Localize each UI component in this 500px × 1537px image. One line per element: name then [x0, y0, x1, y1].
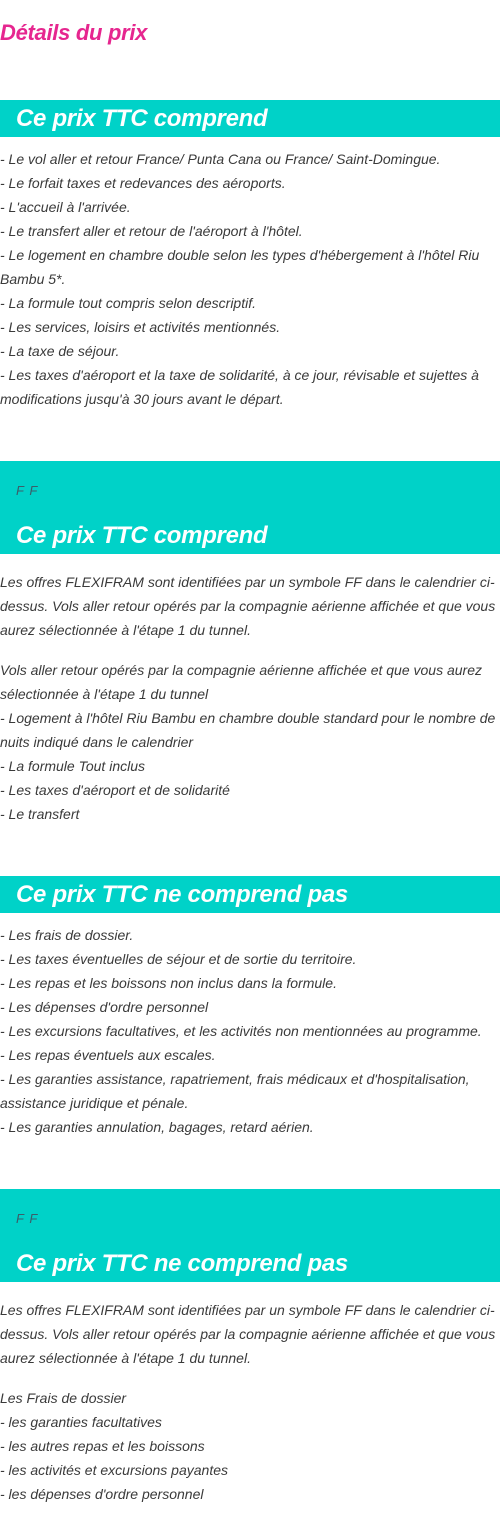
list-item: - Le forfait taxes et redevances des aéroports.: [0, 175, 286, 191]
list-item: - les autres repas et les boissons: [0, 1438, 205, 1454]
list-item: - Le transfert: [0, 806, 80, 822]
list-item: - Les taxes d'aéroport et de solidarité: [0, 782, 230, 798]
list-item: - Les taxes éventuelles de séjour et de sortie du territoire.: [0, 951, 357, 967]
list-item: - L'accueil à l'arrivée.: [0, 199, 131, 215]
section-header-ff-not-included: [0, 1189, 500, 1282]
list-item: Vols aller retour opérés par la compagnie aérienne affichée et que vous aurez sélectionnée à l'étape 1 du tunnel: [0, 662, 482, 702]
list-item: Les Frais de dossier: [0, 1390, 127, 1406]
section-heading: Ce prix TTC comprend: [16, 105, 268, 132]
list-item: - La formule Tout inclus: [0, 758, 145, 774]
section-header-included: [0, 100, 500, 137]
list-item: - Les frais de dossier.: [0, 927, 134, 943]
list-item: - Les dépenses d'ordre personnel: [0, 999, 209, 1015]
list-item: - Les taxes d'aéroport et la taxe de solidarité, à ce jour, révisable et sujettes à modifications jusqu'à 30 jours avant le départ.: [0, 367, 479, 407]
list-item: - Le transfert aller et retour de l'aéroport à l'hôtel.: [0, 223, 303, 239]
ff-intro: Les offres FLEXIFRAM sont identifiées par un symbole FF dans le calendrier ci-dessus. Vols aller retour opérés par la compagnie aérienne affichée et que vous aurez sélectionnée à l'étape 1 du tunnel.: [0, 574, 496, 638]
list-item: - Le vol aller et retour France/ Punta Cana ou France/ Saint-Domingue.: [0, 151, 441, 167]
page-title: Détails du prix: [0, 20, 148, 45]
list-item: - Les repas et les boissons non inclus dans la formule.: [0, 975, 337, 991]
section-heading: Ce prix TTC ne comprend pas: [16, 881, 348, 908]
ff-included-content: [0, 570, 500, 826]
list-item: - les activités et excursions payantes: [0, 1462, 228, 1478]
ff-not-included-list: [0, 1386, 500, 1506]
section-heading: Ce prix TTC ne comprend pas: [16, 1250, 348, 1277]
ff-tag: F F: [16, 1211, 39, 1226]
list-item: - Les services, loisirs et activités mentionnés.: [0, 319, 281, 335]
list-item: - Les garanties annulation, bagages, retard aérien.: [0, 1119, 314, 1135]
list-item: - Logement à l'hôtel Riu Bambu en chambre double standard pour le nombre de nuits indiqué dans le calendrier: [0, 710, 496, 750]
section-heading: Ce prix TTC comprend: [16, 522, 268, 549]
list-item: - Le logement en chambre double selon les types d'hébergement à l'hôtel Riu Bambu 5*.: [0, 247, 480, 287]
ff-intro: Les offres FLEXIFRAM sont identifiées par un symbole FF dans le calendrier ci-dessus. Vols aller retour opérés par la compagnie aérienne affichée et que vous aurez sélectionnée à l'étape 1 du tunnel.: [0, 1302, 496, 1366]
list-item: - les dépenses d'ordre personnel: [0, 1486, 204, 1502]
list-item: - les garanties facultatives: [0, 1414, 162, 1430]
list-item: - Les garanties assistance, rapatriement, frais médicaux et d'hospitalisation, assistance juridique et pénale.: [0, 1071, 470, 1111]
ff-included-list: [0, 658, 500, 826]
included-list: [0, 147, 500, 411]
section-header-ff-included: [0, 461, 500, 554]
list-item: - La taxe de séjour.: [0, 343, 120, 359]
list-item: - Les excursions facultatives, et les activités non mentionnées au programme.: [0, 1023, 482, 1039]
list-item: - Les repas éventuels aux escales.: [0, 1047, 216, 1063]
section-header-not-included: [0, 876, 500, 913]
list-item: - La formule tout compris selon descriptif.: [0, 295, 256, 311]
ff-not-included-content: [0, 1298, 500, 1506]
ff-tag: F F: [16, 483, 39, 498]
not-included-list: [0, 923, 500, 1139]
